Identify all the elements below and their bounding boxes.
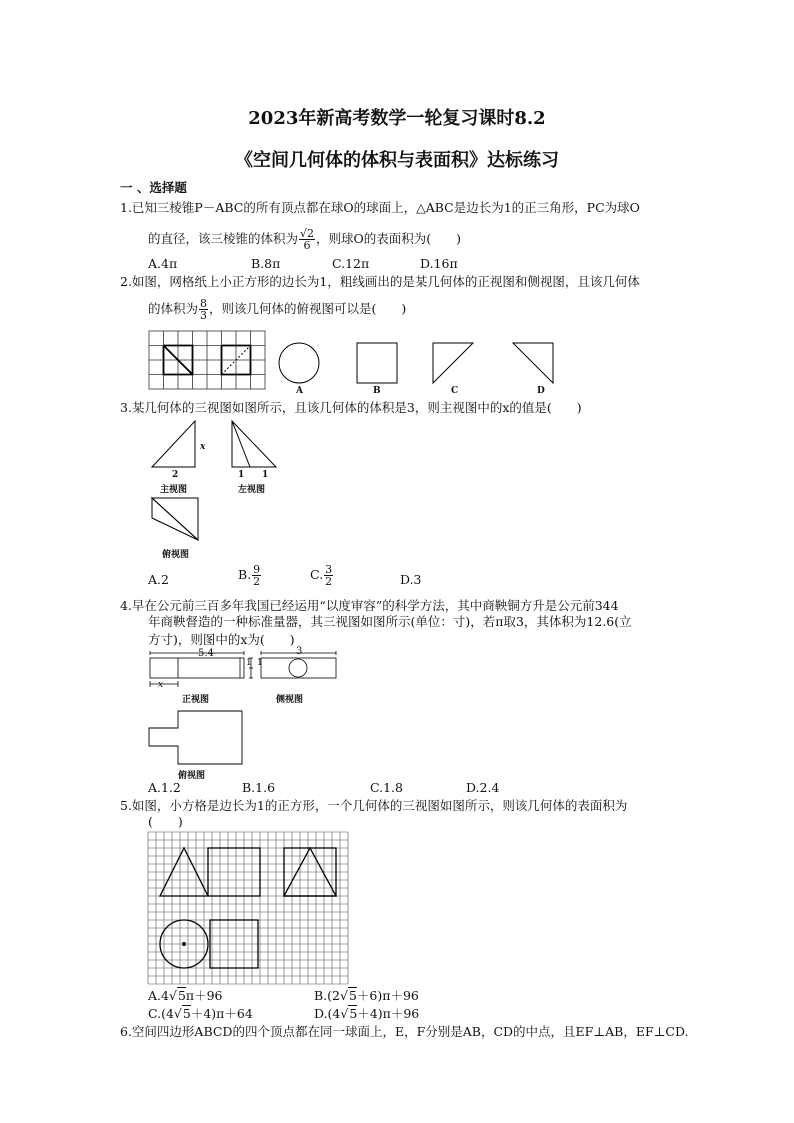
q5-option-c: C.(4√5＋4)π＋64 <box>148 1006 253 1021</box>
q3-option-a: A.2 <box>148 572 169 587</box>
q5-line-1: 5.如图，小方格是边长为1的正方形，一个几何体的三视图如图所示，则该几何体的表面积为 <box>120 798 628 813</box>
q2-grid-front-side-views <box>148 330 268 392</box>
title-line-2: 《空间几何体的体积与表面积》达标练习 <box>235 150 559 171</box>
q2-fraction: $\frac{8}{3}$ <box>200 297 208 322</box>
q2-label-b: B <box>373 386 381 396</box>
q4-option-b: B.1.6 <box>242 780 276 795</box>
q4-front-side-views <box>148 650 338 690</box>
q2-label-d: D <box>537 386 545 396</box>
q3-option-d: D.3 <box>400 572 422 587</box>
q3-left-base-b: 1 <box>262 470 269 480</box>
q2-label-c: C <box>451 386 459 396</box>
q3-top-view <box>150 496 202 544</box>
q5-option-d: D.(4√5＋4)π＋96 <box>314 1006 420 1021</box>
q3-caption-left: 左视图 <box>238 485 266 495</box>
q4-dim-length: 5.4 <box>198 648 214 659</box>
q3-caption-front: 主视图 <box>160 485 188 495</box>
q6-line-1: 6.空间四边形ABCD的四个顶点都在同一球面上，E，F分别是AB，CD的中点，且EF⊥AB，EF⊥CD. <box>120 1024 689 1039</box>
q5-line-2: ( ) <box>148 814 183 829</box>
q3-front-base: 2 <box>172 470 179 480</box>
q4-option-c: C.1.8 <box>370 780 403 795</box>
q1-fraction: $\frac{√2}{6}$ <box>300 227 315 252</box>
q5-option-b: B.(2√5＋6)π＋96 <box>314 988 419 1003</box>
q4-dim-x: x <box>158 680 164 690</box>
title-line-1: 2023年新高考数学一轮复习课时8.2 <box>248 108 546 129</box>
q4-dim-three: 3 <box>296 646 303 657</box>
q4-caption-front: 正视图 <box>182 695 210 705</box>
q3-front-view <box>150 420 200 470</box>
q1-option-b: B.8π <box>251 256 281 271</box>
q3-caption-top: 俯视图 <box>162 550 190 560</box>
q2-option-c-triangle <box>432 342 476 386</box>
q1-line-1: 1.已知三棱锥P－ABC的所有顶点都在球O的球面上，△ABC是边长为1的正三角形，PC为球O <box>120 200 640 215</box>
q2-line-1: 2.如图，网格纸上小正方形的边长为1，粗线画出的是某几何体的正视图和侧视图，且该几何体 <box>120 274 640 289</box>
q3-left-base-a: 1 <box>238 470 245 480</box>
q4-option-d: D.2.4 <box>466 780 500 795</box>
section-heading: 一 、选择题 <box>120 180 187 195</box>
q3-option-b: B. $\frac{9}{2}$ <box>238 563 261 588</box>
q2-option-d-triangle <box>512 342 556 386</box>
q5-grid-three-views <box>148 832 350 988</box>
q1-option-a: A.4π <box>148 256 178 271</box>
q5-option-a: A.4√5π＋96 <box>148 988 223 1003</box>
q2-option-b-square <box>356 342 400 386</box>
q4-caption-top: 俯视图 <box>178 771 206 781</box>
q4-caption-side: 侧视图 <box>276 695 304 705</box>
q3-left-view <box>230 420 280 470</box>
q4-line-3: 方寸)，则图中的x为( ) <box>148 632 295 647</box>
q4-dim-one-b: 1 <box>257 658 263 668</box>
q1-option-c: C.12π <box>332 256 370 271</box>
q4-line-1: 4.早在公元前三百多年我国已经运用“以度审容”的科学方法，其中商鞅铜方升是公元前344 <box>120 598 619 613</box>
q4-line-2: 年商鞅督造的一种标准量器，其三视图如图所示(单位：寸)，若π取3，其体积为12.6(立 <box>148 614 632 629</box>
q4-top-view <box>148 710 244 766</box>
q2-label-a: A <box>296 386 303 396</box>
q3-x-label: x <box>200 442 206 452</box>
q1-option-d: D.16π <box>420 256 458 271</box>
q2-line-2: 的体积为 $\frac{8}{3}$ ，则该几何体的俯视图可以是( ) <box>148 297 407 322</box>
q2-option-a-circle <box>278 342 322 386</box>
q3-option-c: C. $\frac{3}{2}$ <box>310 563 333 588</box>
q3-line-1: 3.某几何体的三视图如图所示，且该几何体的体积是3，则主视图中的x的值是( ) <box>120 400 582 415</box>
q1-line-2: 的直径，该三棱锥的体积为 $\frac{√2}{6}$ ，则球O的表面积为( ) <box>148 227 462 252</box>
q4-dim-one-a: 1 <box>246 658 252 668</box>
q4-option-a: A.1.2 <box>148 780 181 795</box>
